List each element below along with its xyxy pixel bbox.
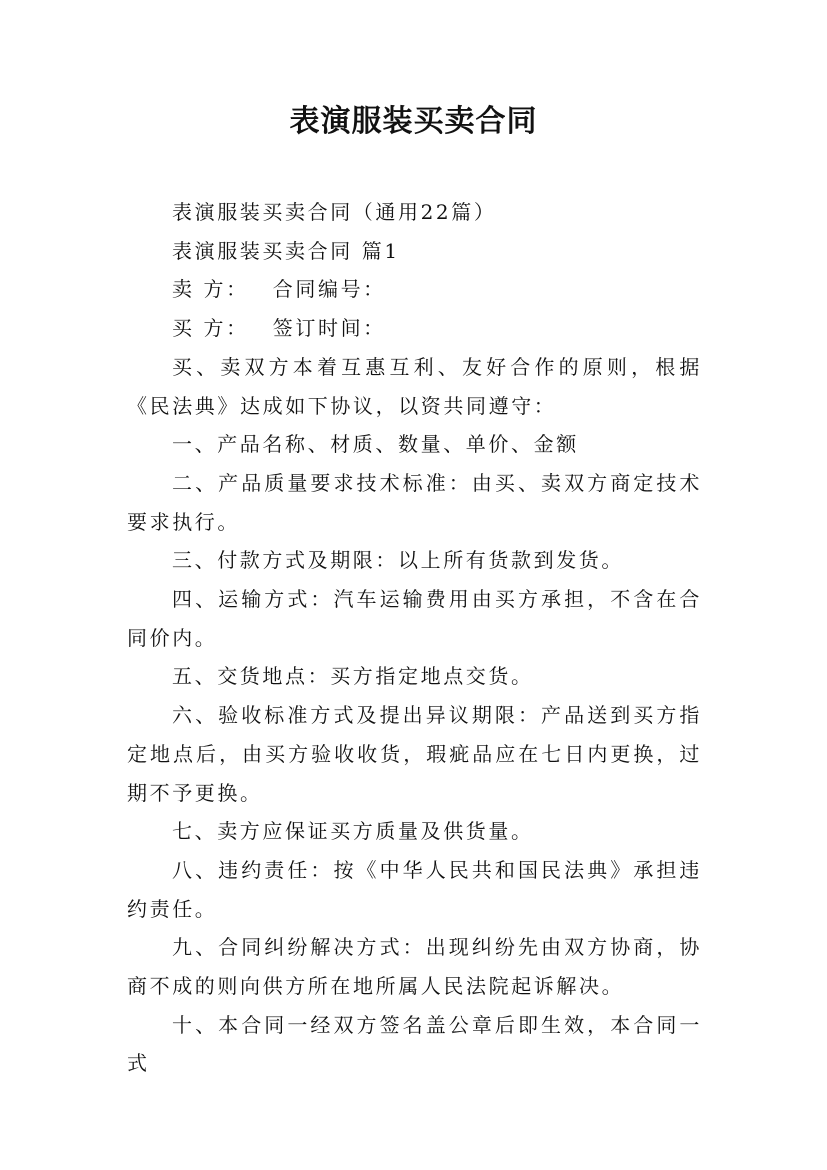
buyer-label: 买 方：	[172, 316, 249, 341]
section-heading: 表演服装买卖合同 篇1	[172, 238, 400, 263]
clause-1: 一、产品名称、材质、数量、单价、金额	[172, 432, 579, 457]
buyer-line	[127, 309, 702, 348]
clause-6: 六、验收标准方式及提出异议期限：产品送到买方指定地点后，由买方验收收货，瑕疵品应在七日内更换，过期不予更换。	[127, 703, 702, 805]
document-subtitle: 表演服装买卖合同（通用22篇）	[172, 200, 497, 224]
clause-10: 十、本合同一经双方签名盖公章后即生效，本合同一式	[127, 1012, 702, 1076]
document-title: 表演服装买卖合同	[289, 104, 538, 139]
paragraph-preamble: 买、卖双方本着互惠互利、友好合作的原则，根据《民法典》达成如下协议，以资共同遵守：	[127, 354, 702, 418]
clause-7: 七、卖方应保证买方质量及供货量。	[172, 819, 534, 844]
seller-label: 卖 方：	[172, 277, 249, 302]
sign-time-label: 签订时间：	[272, 316, 386, 341]
clause-3: 三、付款方式及期限：以上所有货款到发货。	[172, 548, 624, 573]
document-body	[127, 193, 702, 1083]
clause-4: 四、运输方式：汽车运输费用由买方承担，不含在合同价内。	[127, 587, 702, 650]
clause-9: 九、合同纠纷解决方式：出现纠纷先由双方协商，协商不成的则向供方所在地所属人民法院起诉解决。	[127, 935, 702, 999]
contract-no-label: 合同编号：	[272, 277, 386, 302]
clause-5: 五、交货地点：买方指定地点交货。	[172, 664, 534, 689]
clause-2: 二、产品质量要求技术标准：由买、卖双方商定技术要求执行。	[127, 470, 702, 534]
clause-8: 八、违约责任：按《中华人民共和国民法典》承担违约责任。	[127, 857, 702, 921]
seller-line	[127, 270, 702, 309]
